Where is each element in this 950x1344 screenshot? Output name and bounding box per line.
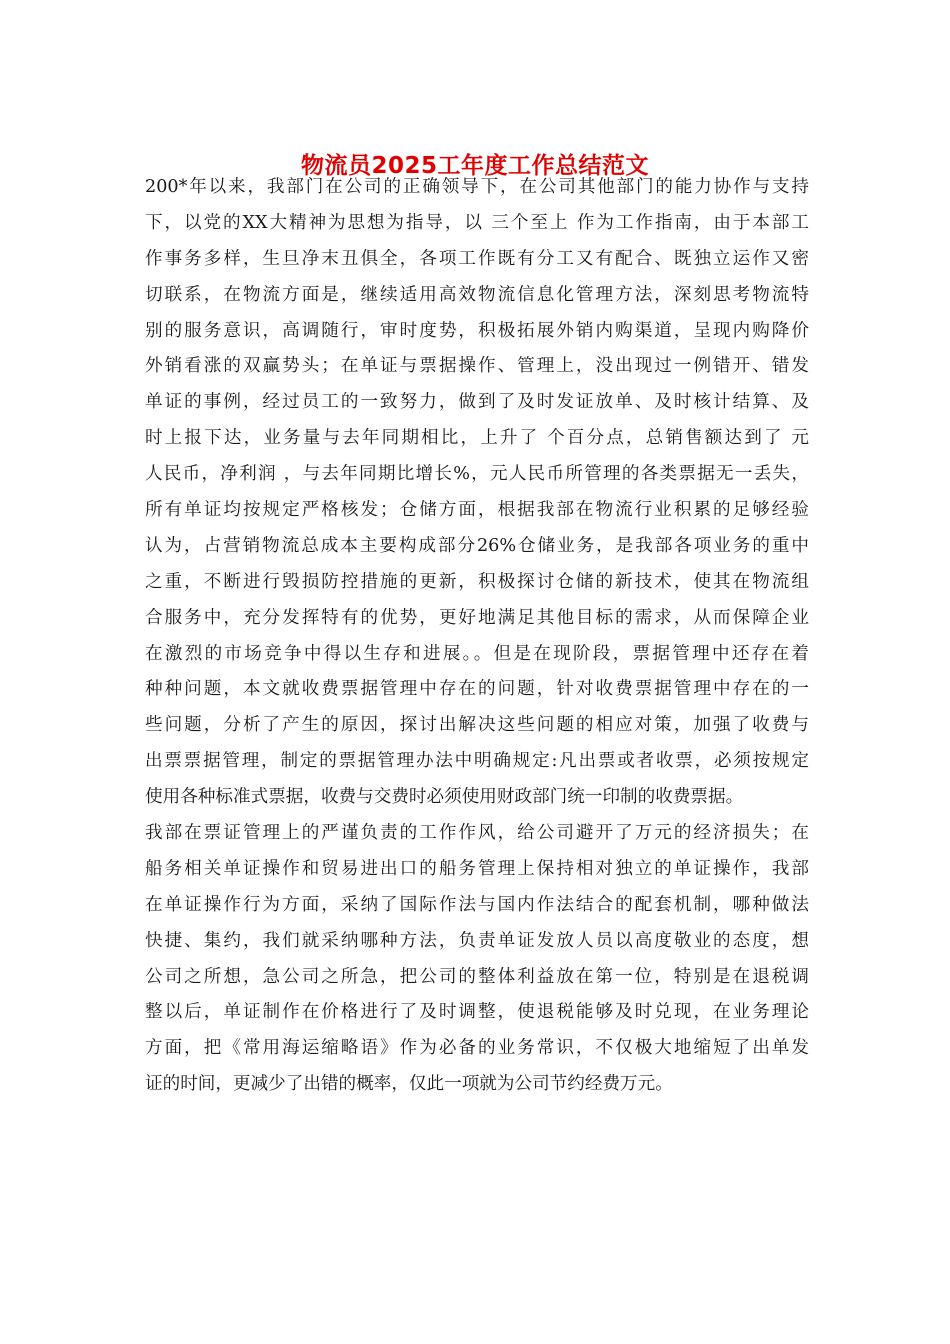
body-line: 之重，不断进行毁损防控措施的更新，积极探讨仓储的新技术，使其在物流组 [145, 571, 809, 592]
body-line: 认为，占营销物流总成本主要构成部分26%仓储业务，是我部各项业务的重中 [145, 535, 809, 556]
body-line: 单证的事例，经过员工的一致努力，做到了及时发证放单、及时核计结算、及 [145, 392, 809, 413]
body-line: 种种问题，本文就收费票据管理中存在的问题，针对收费票据管理中存在的一 [145, 679, 809, 700]
body-line: 外销看涨的双赢势头；在单证与票据操作、管理上，没出现过一例错开、错发 [145, 356, 809, 377]
document-title: 物流员2025工年度工作总结范文 [300, 153, 649, 179]
body-line: 人民币，净利润 ，与去年同期比增长%，元人民币所管理的各类票据无一丢失， [145, 464, 809, 485]
body-line: 使用各种标准式票据，收费与交费时必须使用财政部门统一印制的收费票据。 [145, 787, 744, 808]
body-line: 些问题，分析了产生的原因，探讨出解决这些问题的相应对策，加强了收费与 [145, 715, 809, 736]
body-line: 下，以党的XX大精神为思想为指导，以 三个至上 作为工作指南，由于本部工 [145, 212, 809, 233]
body-line: 快捷、集约，我们就采纳哪种方法，负责单证发放人员以高度敬业的态度，想 [145, 930, 809, 951]
body-line: 作事务多样，生旦净末丑俱全，各项工作既有分工又有配合、既独立运作又密 [145, 248, 809, 269]
body-line: 切联系，在物流方面是，继续适用高效物流信息化管理方法，深刻思考物流特 [145, 284, 809, 305]
body-line: 别的服务意识，高调随行，审时度势，积极拓展外销内购渠道，呈现内购降价 [145, 320, 809, 341]
body-line: 合服务中，充分发挥特有的优势，更好地满足其他目标的需求，从而保障企业 [145, 607, 809, 628]
body-line: 在单证操作行为方面，采纳了国际作法与国内作法结合的配套机制，哪种做法 [145, 894, 809, 915]
body-line: 我部在票证管理上的严谨负责的工作作风，给公司避开了万元的经济损失；在 [145, 823, 809, 844]
body-line: 时上报下达，业务量与去年同期相比，上升了 个百分点，总销售额达到了 元 [145, 428, 809, 449]
body-line: 船务相关单证操作和贸易进出口的船务管理上保持相对独立的单证操作，我部 [145, 858, 809, 879]
body-line: 整以后，单证制作在价格进行了及时调整，使退税能够及时兑现，在业务理论 [145, 1002, 809, 1023]
document-body [145, 170, 809, 1103]
body-line: 200*年以来，我部门在公司的正确领导下，在公司其他部门的能力协作与支持 [145, 177, 809, 197]
body-line: 公司之所想，急公司之所急，把公司的整体利益放在第一位，特别是在退税调 [145, 966, 809, 987]
body-line: 在激烈的市场竞争中得以生存和进展。。但是在现阶段，票据管理中还存在着 [145, 643, 809, 664]
body-line: 出票票据管理，制定的票据管理办法中明确规定:凡出票或者收票，必须按规定 [145, 751, 809, 772]
body-line: 方面，把《常用海运缩略语》作为必备的业务常识，不仅极大地缩短了出单发 [145, 1038, 809, 1059]
body-line: 证的时间，更减少了出错的概率，仅此一项就为公司节约经费万元。 [145, 1074, 673, 1095]
body-line: 所有单证均按规定严格核发；仓储方面，根据我部在物流行业积累的足够经验 [145, 500, 809, 521]
